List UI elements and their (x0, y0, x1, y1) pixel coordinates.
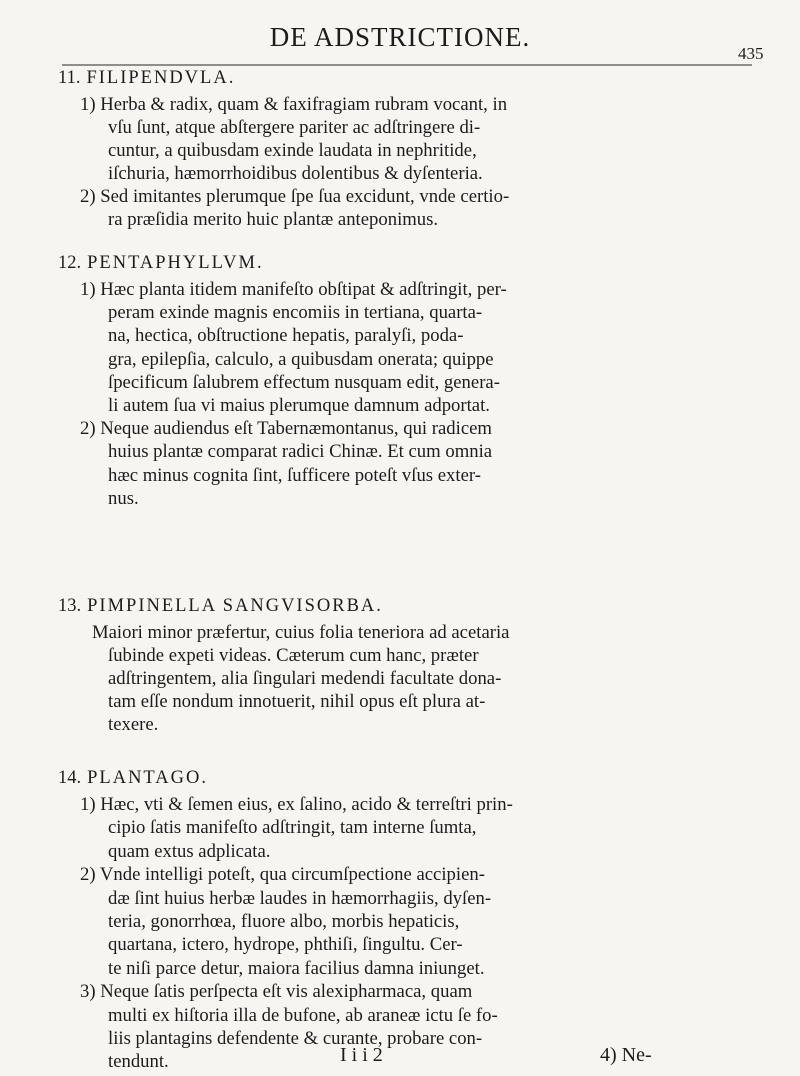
text-line: teria, gonorrhœa, fluore albo, morbis hepaticis, (108, 911, 460, 932)
text-line: 1) Hæc, vti & ſemen eius, ex ſalino, acido & terreſtri prin- (80, 794, 513, 815)
text-line: liis plantagins defendente & curante, probare con- (108, 1028, 483, 1049)
section-name: FILIPENDVLA. (86, 68, 236, 88)
header-rule (62, 64, 752, 66)
text-line: adſtringentem, alia ſingulari medendi facultate dona- (108, 668, 502, 689)
text-line: 1) Herba & radix, quam & faxifragiam rubram vocant, in (80, 94, 508, 115)
text-line: multi ex hiſtoria illa de bufone, ab araneæ ictu ſe fo- (108, 1004, 498, 1026)
text-line: texere. (108, 714, 159, 735)
text-line: 2) Neque audiendus eſt Tabernæmontanus, qui radicem (80, 418, 492, 440)
text-line: ra præſidia merito huic plantæ anteponimus. (108, 209, 439, 230)
text-line: 1) Hæc planta itidem manifeſto obſtipat & adſtringit, per- (80, 279, 507, 300)
text-line: cuntur, a quibusdam exinde laudata in nephritide, (108, 140, 477, 161)
text-line: dæ ſint huius herbæ laudes in hæmorrhagiis, dyſen- (108, 887, 492, 909)
section-title (58, 253, 264, 274)
section-number: 13. (58, 596, 82, 616)
section-name: PLANTAGO. (87, 768, 208, 788)
section-number: 12. (58, 253, 82, 273)
text-line: ſubinde expeti videas. Cæterum cum hanc, præter (108, 645, 479, 666)
text-line: 2) Vnde intelligi poteſt, qua circumſpectione accipien- (80, 864, 485, 886)
text-line: 3) Neque ſatis perſpecta eſt vis alexipharmaca, quam (80, 981, 473, 1003)
page-number: 435 (738, 44, 764, 63)
text-line: cipio ſatis manifeſto adſtringit, tam interne ſumta, (108, 817, 477, 839)
section-number: 11. (58, 68, 81, 88)
catchword: 4) Ne- (600, 1044, 652, 1066)
running-head: DE ADSTRICTIONE. (269, 22, 531, 52)
text-line: quam extus adplicata. (108, 840, 271, 862)
section-title (58, 768, 208, 789)
text-line: Maiori minor præfertur, cuius folia teneriora ad acetaria (92, 622, 510, 643)
text-line: te niſi parce detur, maiora facilius damna iniunget. (108, 957, 485, 979)
text-line: vſu ſunt, atque abſtergere pariter ac adſtringere di- (108, 117, 481, 138)
signature-mark: I i i 2 (340, 1044, 383, 1066)
text-line: tendunt. (108, 1051, 169, 1073)
text-line: huius plantæ comparat radici Chinæ. Et cum omnia (108, 441, 493, 463)
section-title (58, 596, 383, 617)
section-name: PIMPINELLA SANGVISORBA. (87, 596, 383, 616)
text-line: li autem ſua vi maius plerumque damnum adportat. (108, 395, 490, 416)
text-line: 2) Sed imitantes plerumque ſpe ſua excidunt, vnde certio- (80, 186, 510, 207)
text-line: gra, epilepſia, calculo, a quibusdam onerata; quippe (108, 348, 494, 370)
text-line: ſpecificum ſalubrem effectum nusquam edit, genera- (108, 371, 500, 393)
text-line: iſchuria, hæmorrhoidibus dolentibus & dyſenteria. (108, 163, 483, 184)
text-line: hæc minus cognita ſint, ſufficere poteſt vſus exter- (108, 464, 481, 486)
section-title (58, 68, 235, 89)
section-name: PENTAPHYLLVM. (87, 253, 264, 273)
section-number: 14. (58, 768, 82, 788)
text-line: peram exinde magnis encomiis in tertiana, quarta- (108, 302, 483, 324)
text-line: quartana, ictero, hydrope, phthiſi, ſingultu. Cer- (108, 934, 463, 956)
text-line: tam eſſe nondum innotuerit, nihil opus eſt plura at- (108, 691, 486, 712)
text-line: nus. (108, 487, 139, 509)
text-line: na, hectica, obſtructione hepatis, paralyſi, poda- (108, 325, 464, 347)
